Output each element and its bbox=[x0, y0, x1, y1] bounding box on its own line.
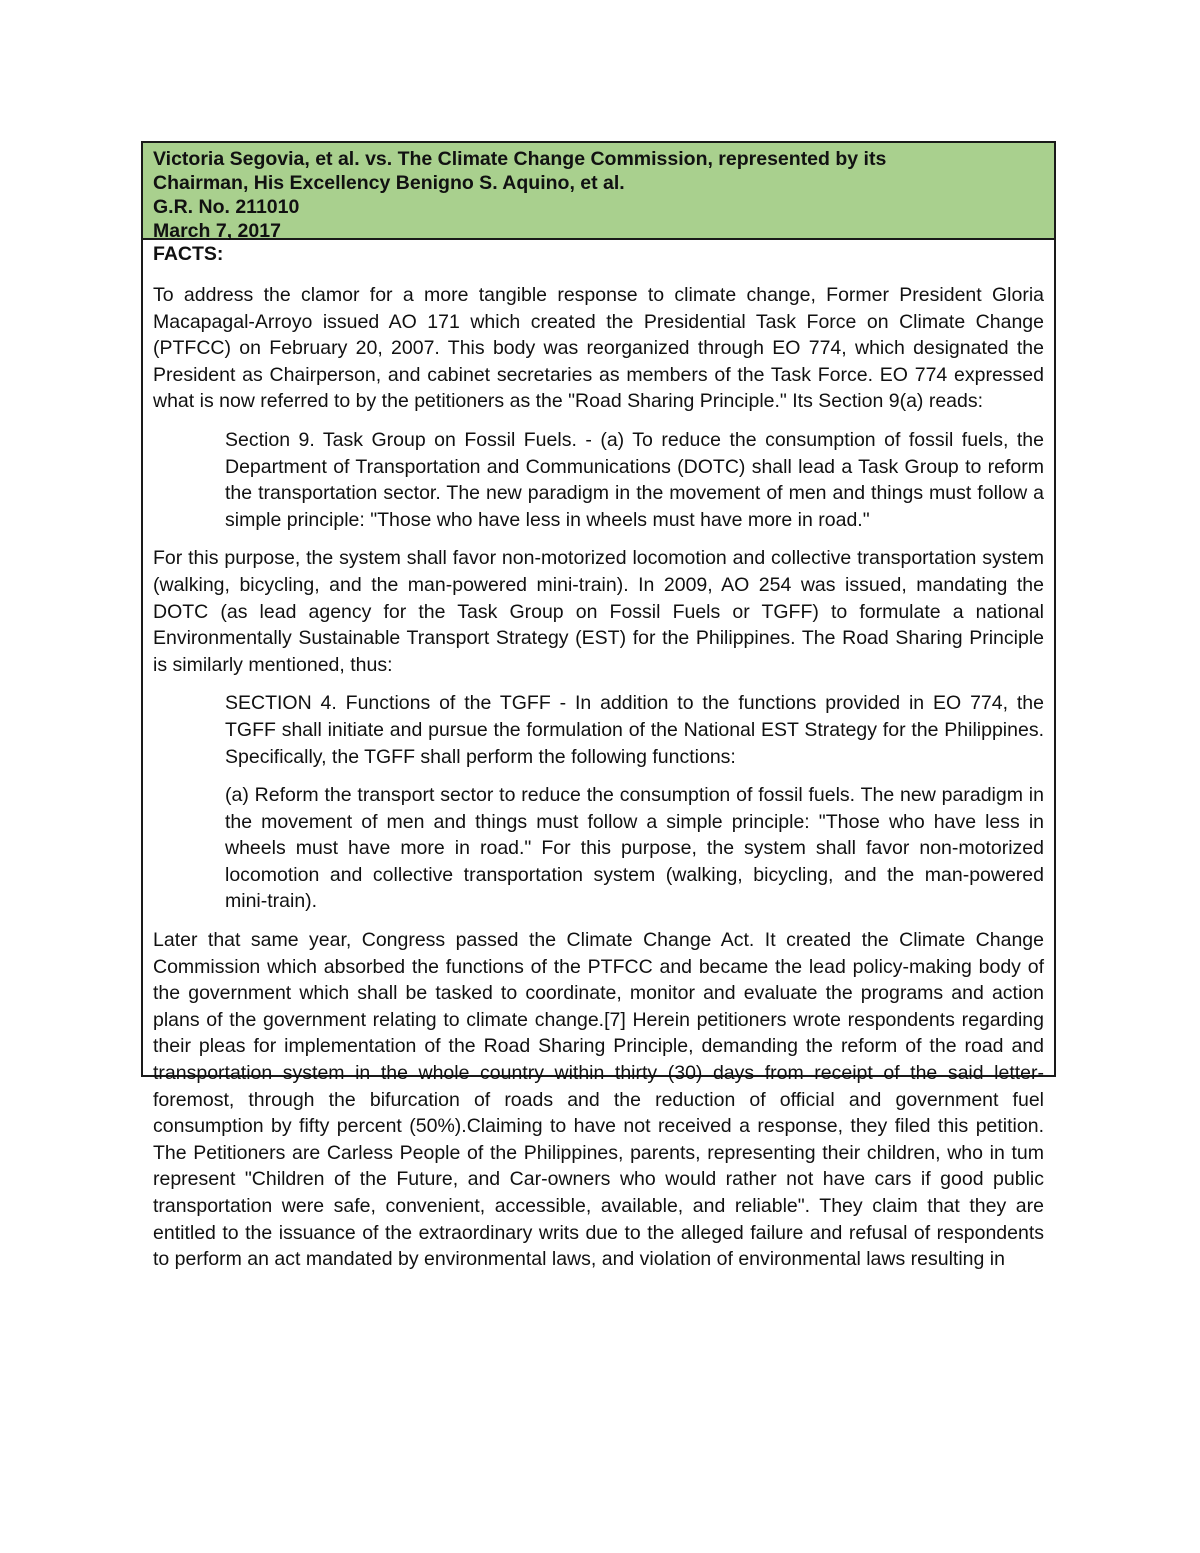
quoted-section-9: Section 9. Task Group on Fossil Fuels. - (a) To reduce the consumption of fossil fuels, the Department of Transportation and Communications (DOTC) shall lead a Task Group to reform the transportation sector. The new paradigm in the movement of men and things must follow a simple principle: "Those who have less in wheels must have more in road." bbox=[225, 428, 1044, 531]
quoted-section-4a: (a) Reform the transport sector to reduce the consumption of fossil fuels. The new paradigm in the movement of men and things must follow a simple principle: "Those who have less in wheels must have more in road." For this purpose, the system shall favor non-motorized locomotion and collective transportation system (walking, bicycling, and the man-powered mini-train). bbox=[225, 784, 1044, 913]
case-title-line-2: Chairman, His Excellency Benigno S. Aquino, et al. bbox=[153, 172, 625, 194]
facts-paragraph-3: Later that same year, Congress passed the Climate Change Act. It created the Climate Change Commission which absorbed the functions of the PTFCC and became the lead policy-making body of the government which shall be tasked to coordinate, monitor and evaluate the programs and action plans of the government relating to climate change.[7] Herein petitioners wrote respondents regarding their pleas for implementation of the Road Sharing Principle, demanding the reform of the road and transportation system in the whole country within thirty (30) days from receipt of the said letter-foremost, through the bifurcation of roads and the reduction of official and government fuel consumption by fifty percent (50%).Claiming to have not received a response, they filed this petition. The Petitioners are Carless People of the Philippines, parents, representing their children, who in tum represent "Children of the Future, and Car-owners who would rather not have cars if good public transportation were safe, convenient, accessible, available, and reliable". They claim that they are entitled to the issuance of the extraordinary writs due to the alleged failure and refusal of respondents to perform an act mandated by environmental laws, and violation of environmental laws resulting in bbox=[153, 929, 1044, 1271]
facts-section bbox=[143, 240, 1054, 1273]
quoted-section-4: SECTION 4. Functions of the TGFF - In addition to the functions provided in EO 774, the TGFF shall initiate and pursue the formulation of the National EST Strategy for the Philippines. Specifically, the TGFF shall perform the following functions: bbox=[225, 692, 1044, 768]
case-title-line-1: Victoria Segovia, et al. vs. The Climate Change Commission, represented by its bbox=[153, 148, 887, 170]
facts-heading: FACTS: bbox=[153, 243, 224, 265]
facts-paragraph-1: To address the clamor for a more tangible response to climate change, Former President Gloria Macapagal-Arroyo issued AO 171 which created the Presidential Task Force on Climate Change (PTFCC) on February 20, 2007. This body was reorganized through EO 774, which designated the President as Chairperson, and cabinet secretaries as members of the Task Force. EO 774 expressed what is now referred to by the petitioners as the "Road Sharing Principle." Its Section 9(a) reads: bbox=[153, 284, 1044, 413]
case-digest-table bbox=[141, 141, 1056, 1271]
decision-date: March 7, 2017 bbox=[153, 220, 281, 242]
gr-number: G.R. No. 211010 bbox=[153, 196, 300, 218]
facts-paragraph-2: For this purpose, the system shall favor non-motorized locomotion and collective transportation system (walking, bicycling, and the man-powered mini-train). In 2009, AO 254 was issued, mandating the DOTC (as lead agency for the Task Group on Fossil Fuels or TGFF) to formulate a national Environmentally Sustainable Transport Strategy (EST) for the Philippines. The Road Sharing Principle is similarly mentioned, thus: bbox=[153, 547, 1044, 676]
case-header bbox=[143, 143, 1054, 240]
